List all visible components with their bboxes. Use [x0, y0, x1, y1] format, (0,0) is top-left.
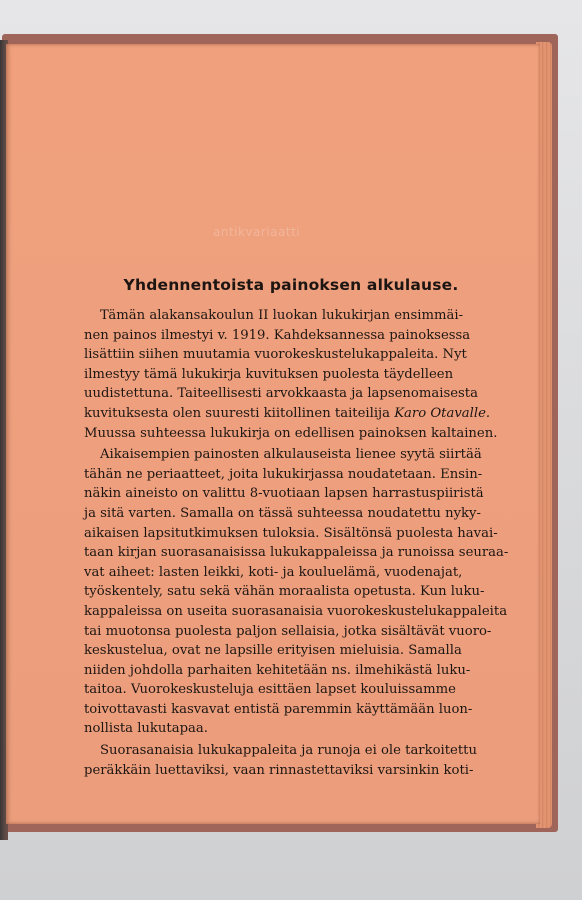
text-line: tai muotonsa puolesta paljon sellaisia, jotka sisältävät vuoro-: [84, 623, 492, 639]
artist-name: Karo Otavalle.: [394, 405, 491, 421]
text-line: Suorasanaisia lukukappaleita ja runoja ei ole tarkoitettu: [100, 743, 477, 759]
text-line: kappaleissa on useita suorasanaisia vuorokeskustelukappaleita: [84, 603, 508, 619]
text-line: taitoa. Vuorokeskusteluja esittäen lapset kouluissamme: [84, 682, 456, 698]
text-line: vat aiheet: lasten leikki, koti- ja kouluelämä, vuodenajat,: [84, 564, 463, 580]
text-line: ilmestyy tämä lukukirja kuvituksen puolesta täydelleen: [84, 366, 454, 382]
text-line: työskentely, satu sekä vähän moraalista opetusta. Kun luku-: [84, 584, 485, 600]
body-text: [84, 306, 509, 780]
text-line-roman: kuvituksesta olen suuresti kiitollinen taiteilija: [84, 405, 395, 421]
text-line: keskustelua, ovat ne lapsille erityisen mieluisia. Samalla: [84, 643, 462, 659]
text-line: Aikaisempien painosten alkulauseista lienee syytä siirtää: [100, 447, 482, 463]
text-line: uudistettuna. Taiteellisesti arvokkaasta ja lapsenomaisesta: [84, 386, 478, 402]
text-line: ja sitä varten. Samalla on tässä suhteessa noudatettu nyky-: [84, 505, 481, 521]
text-line: peräkkäin luettaviksi, vaan rinnastettaviksi varsinkin koti-: [84, 762, 474, 778]
text-line: Tämän alakansakoulun II luokan lukukirjan ensimmäi-: [100, 308, 464, 323]
text-line: nen painos ilmestyi v. 1919. Kahdeksannessa painoksessa: [84, 327, 471, 343]
watermark-text: antikvariaatti: [213, 225, 301, 239]
page-title: Yhdennentoista painoksen alkulause.: [123, 276, 459, 294]
text-line: [84, 404, 504, 424]
text-line: Muussa suhteessa lukukirja on edellisen painoksen kaltainen.: [84, 425, 498, 441]
text-line: lisättiin siihen muutamia vuorokeskustelukappaleita. Nyt: [84, 347, 467, 363]
text-line: näkin aineisto on valittu 8-vuotiaan lapsen harrastuspiiristä: [84, 486, 484, 502]
text-line: tähän ne periaatteet, joita lukukirjassa noudatetaan. Ensin-: [84, 466, 483, 482]
text-line: toivottavasti kasvavat entistä paremmin käyttämään luon-: [84, 701, 473, 717]
text-line: aikaisen lapsitutkimuksen tuloksia. Sisältönsä puolesta havai-: [84, 525, 498, 541]
text-line: niiden johdolla parhaiten kehitetään ns. ilmehikästä luku-: [84, 662, 471, 678]
text-line: nollista lukutapaa.: [84, 721, 208, 737]
text-line: taan kirjan suorasanaisissa lukukappaleissa ja runoissa seuraa-: [84, 545, 509, 561]
